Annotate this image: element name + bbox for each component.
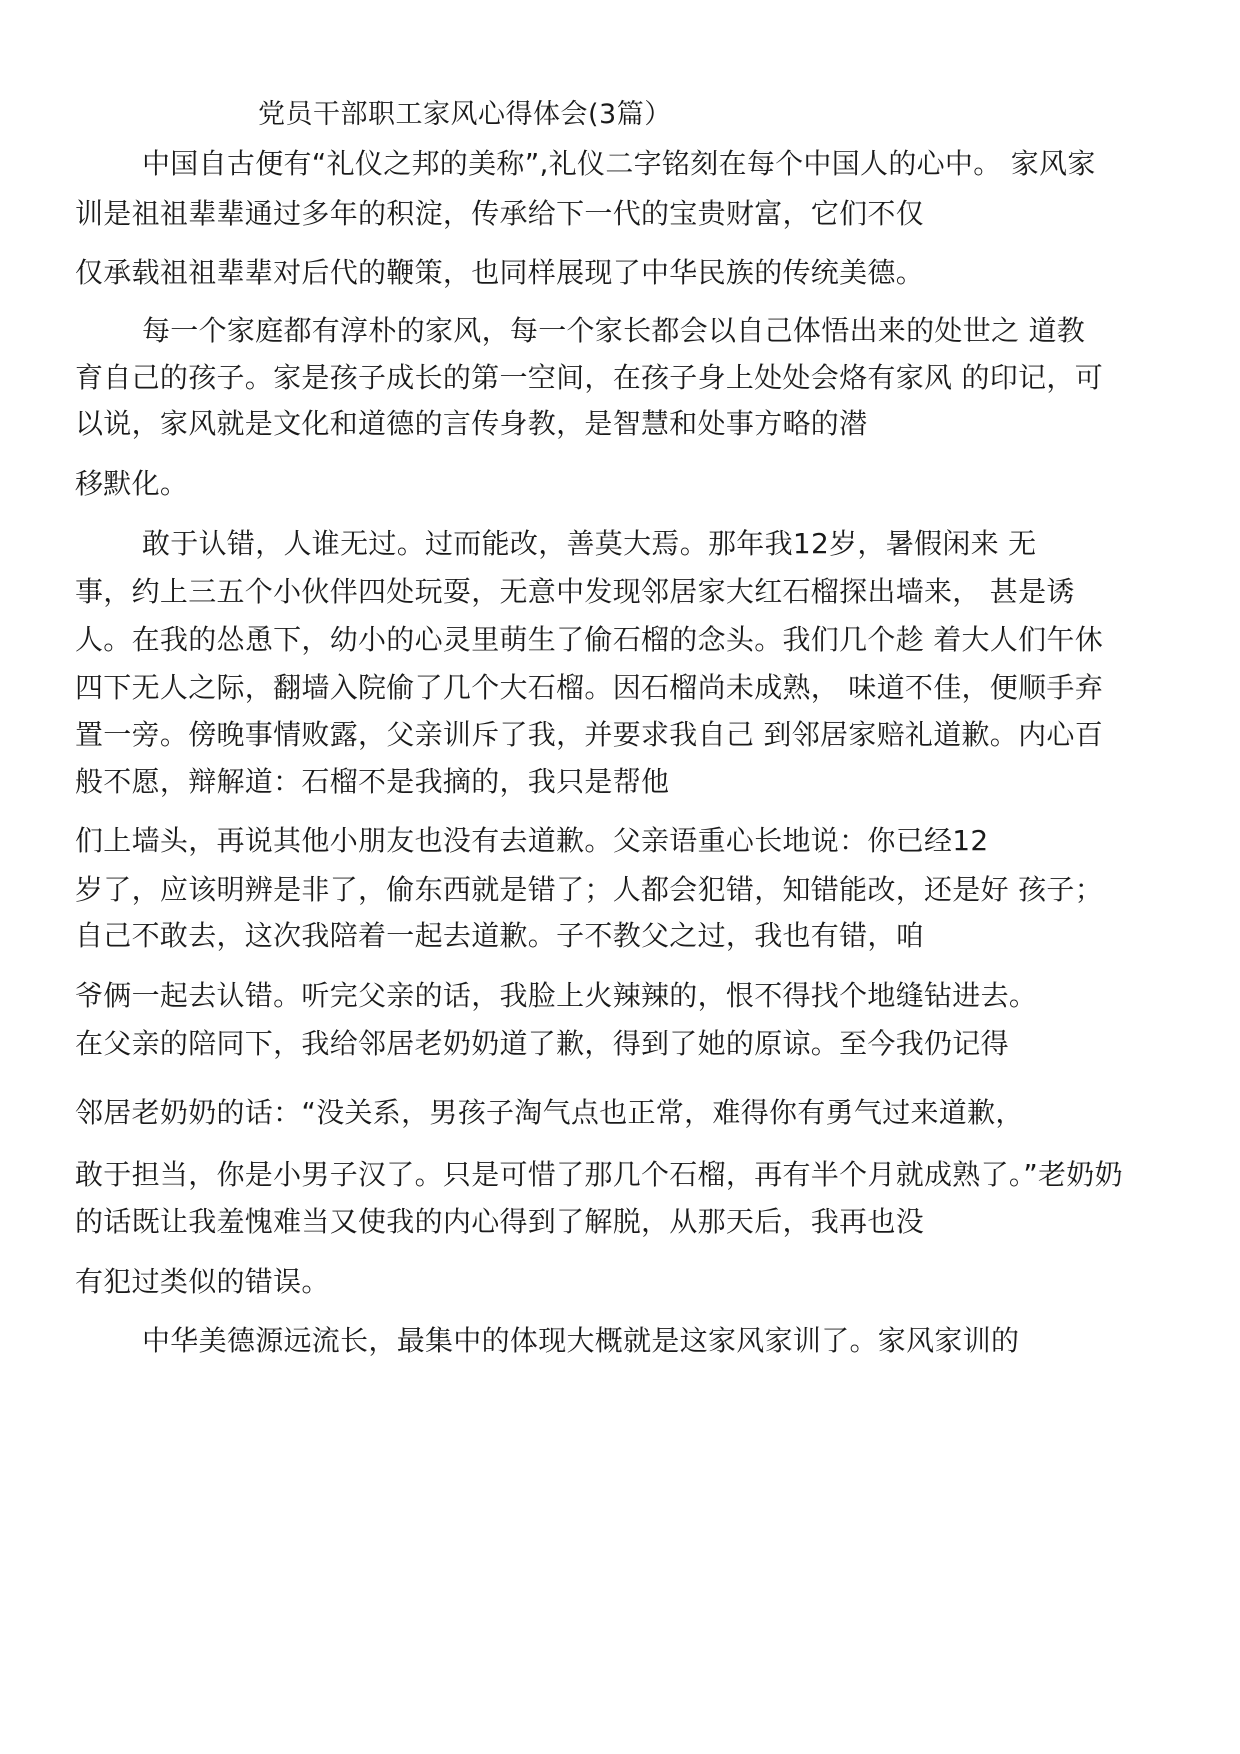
paragraph-line: 中华美德源远流长，最集中的体现大概就是这家风家训了。家风家训的: [142, 1324, 1020, 1357]
paragraph-line: 岁了，应该明辨是非了，偷东西就是错了；人都会犯错，知错能改，还是好 孩子；: [75, 873, 1104, 906]
paragraph-line: 们上墙头，再说其他小朋友也没有去道歉。父亲语重心长地说：你已经12: [75, 824, 989, 857]
document-title: 党员干部职工家风心得体会(3篇）: [258, 99, 672, 130]
paragraph-line: 敢于认错，人谁无过。过而能改，善莫大焉。那年我12岁，暑假闲来 无: [142, 527, 1037, 560]
paragraph-line: 仅承载祖祖辈辈对后代的鞭策，也同样展现了中华民族的传统美德。: [75, 256, 925, 289]
paragraph-line: 般不愿，辩解道：石榴不是我摘的，我只是帮他: [75, 765, 670, 798]
paragraph-line: 事，约上三五个小伙伴四处玩耍，无意中发现邻居家大红石榴探出墙来， 甚是诱: [75, 575, 1075, 608]
paragraph-line: 在父亲的陪同下，我给邻居老奶奶道了歉，得到了她的原谅。至今我仍记得: [75, 1027, 1009, 1060]
paragraph-line: 的话既让我羞愧难当又使我的内心得到了解脱，从那天后，我再也没: [75, 1205, 925, 1238]
paragraph-line: 每一个家庭都有淳朴的家风，每一个家长都会以自己体悟出来的处世之 道教: [142, 314, 1086, 347]
paragraph-line: 训是祖祖辈辈通过多年的积淀，传承给下一代的宝贵财富，它们不仅: [75, 197, 925, 230]
paragraph-line: 敢于担当，你是小男子汉了。只是可惜了那几个石榴，再有半个月就成熟了。”老奶奶: [75, 1158, 1123, 1191]
paragraph-line: 有犯过类似的错误。: [75, 1265, 330, 1298]
paragraph-line: 邻居老奶奶的话：“没关系，男孩子淘气点也正常，难得你有勇气过来道歉，: [75, 1096, 1024, 1129]
paragraph-line: 置一旁。傍晚事情败露，父亲训斥了我，并要求我自己 到邻居家赔礼道歉。内心百: [75, 718, 1104, 751]
paragraph-line: 育自己的孩子。家是孩子成长的第一空间，在孩子身上处处会烙有家风 的印记，可: [75, 361, 1104, 394]
paragraph-line: 以说，家风就是文化和道德的言传身教，是智慧和处事方略的潜: [75, 407, 868, 440]
paragraph-line: 自己不敢去，这次我陪着一起去道歉。子不教父之过，我也有错，咱: [75, 919, 925, 952]
paragraph-line: 中国自古便有“礼仪之邦的美称”,礼仪二字铭刻在每个中国人的心中。 家风家: [142, 147, 1096, 180]
paragraph-line: 人。在我的怂恿下，幼小的心灵里萌生了偷石榴的念头。我们几个趁 着大人们午休: [75, 623, 1104, 656]
paragraph-line: 移默化。: [75, 467, 189, 500]
paragraph-line: 四下无人之际，翻墙入院偷了几个大石榴。因石榴尚未成熟， 味道不佳，便顺手弃: [75, 671, 1104, 704]
paragraph-line: 爷俩一起去认错。听完父亲的话，我脸上火辣辣的，恨不得找个地缝钻进去。: [75, 979, 1038, 1012]
